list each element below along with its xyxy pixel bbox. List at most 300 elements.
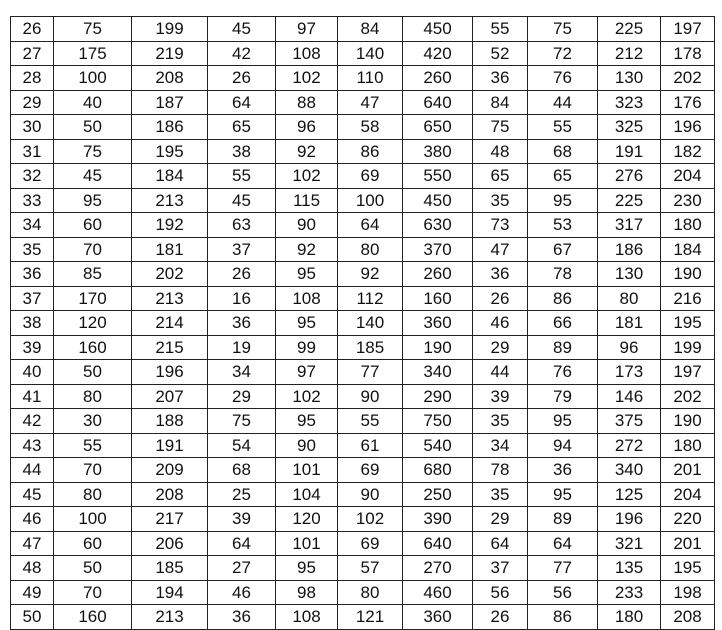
table-cell: 191 [132,433,208,458]
table-cell: 196 [661,115,715,140]
table-cell: 89 [528,335,598,360]
table-row [11,482,715,507]
table-cell: 121 [338,605,403,630]
table-cell: 97 [276,360,338,385]
table-cell: 89 [528,507,598,532]
row-number-cell: 27 [11,41,54,66]
row-number-cell: 40 [11,360,54,385]
table-cell: 213 [132,188,208,213]
table-cell: 188 [132,409,208,434]
table-cell: 75 [208,409,276,434]
row-number-cell: 39 [11,335,54,360]
table-cell: 86 [338,139,403,164]
table-cell: 75 [54,17,132,42]
table-cell: 190 [661,262,715,287]
table-cell: 101 [276,458,338,483]
table-cell: 125 [598,482,661,507]
table-cell: 64 [208,90,276,115]
table-cell: 36 [473,262,528,287]
table-cell: 135 [598,556,661,581]
table-cell: 36 [208,605,276,630]
row-number-cell: 36 [11,262,54,287]
table-cell: 34 [208,360,276,385]
table-cell: 78 [528,262,598,287]
table-cell: 197 [661,360,715,385]
table-row [11,580,715,605]
table-cell: 340 [598,458,661,483]
table-cell: 35 [473,188,528,213]
table-row [11,409,715,434]
table-cell: 115 [276,188,338,213]
table-cell: 53 [528,213,598,238]
table-cell: 201 [661,531,715,556]
table-cell: 60 [54,213,132,238]
table-cell: 270 [403,556,473,581]
table-cell: 90 [276,213,338,238]
table-row [11,17,715,42]
table-cell: 225 [598,17,661,42]
row-number-cell: 30 [11,115,54,140]
row-number-cell: 32 [11,164,54,189]
table-cell: 420 [403,41,473,66]
table-cell: 180 [661,213,715,238]
table-cell: 185 [132,556,208,581]
table-cell: 321 [598,531,661,556]
table-cell: 215 [132,335,208,360]
table-cell: 25 [208,482,276,507]
table-cell: 45 [208,188,276,213]
table-cell: 76 [528,66,598,91]
table-cell: 260 [403,262,473,287]
row-number-cell: 41 [11,384,54,409]
table-cell: 86 [528,605,598,630]
table-cell: 90 [338,482,403,507]
table-cell: 195 [661,556,715,581]
table-cell: 209 [132,458,208,483]
table-cell: 460 [403,580,473,605]
table-cell: 108 [276,286,338,311]
table-cell: 50 [54,360,132,385]
table-cell: 640 [403,90,473,115]
table-cell: 95 [276,262,338,287]
table-cell: 630 [403,213,473,238]
row-number-cell: 31 [11,139,54,164]
table-cell: 212 [598,41,661,66]
table-cell: 96 [598,335,661,360]
table-cell: 272 [598,433,661,458]
table-cell: 77 [528,556,598,581]
table-cell: 95 [528,482,598,507]
table-cell: 120 [276,507,338,532]
table-cell: 97 [276,17,338,42]
table-cell: 26 [473,605,528,630]
table-cell: 199 [132,17,208,42]
table-row [11,605,715,630]
table-cell: 360 [403,311,473,336]
table-cell: 160 [403,286,473,311]
table-row [11,531,715,556]
data-table [10,16,715,630]
row-number-cell: 43 [11,433,54,458]
table-cell: 208 [132,66,208,91]
table-cell: 94 [528,433,598,458]
table-cell: 77 [338,360,403,385]
table-cell: 160 [54,605,132,630]
table-cell: 70 [54,458,132,483]
table-cell: 173 [598,360,661,385]
table-cell: 191 [598,139,661,164]
table-cell: 650 [403,115,473,140]
table-cell: 202 [132,262,208,287]
table-cell: 27 [208,556,276,581]
table-cell: 68 [528,139,598,164]
table-cell: 102 [276,66,338,91]
table-cell: 42 [208,41,276,66]
table-cell: 26 [208,66,276,91]
table-cell: 47 [473,237,528,262]
table-cell: 70 [54,580,132,605]
table-cell: 73 [473,213,528,238]
table-cell: 55 [528,115,598,140]
table-cell: 75 [473,115,528,140]
table-cell: 78 [473,458,528,483]
table-row [11,433,715,458]
table-cell: 199 [661,335,715,360]
table-cell: 39 [208,507,276,532]
table-cell: 370 [403,237,473,262]
table-cell: 56 [528,580,598,605]
table-cell: 108 [276,605,338,630]
row-number-cell: 33 [11,188,54,213]
table-cell: 65 [473,164,528,189]
table-cell: 146 [598,384,661,409]
table-cell: 108 [276,41,338,66]
row-number-cell: 48 [11,556,54,581]
table-cell: 46 [208,580,276,605]
table-cell: 95 [276,311,338,336]
table-cell: 75 [54,139,132,164]
table-row [11,458,715,483]
table-cell: 80 [598,286,661,311]
table-cell: 80 [54,482,132,507]
table-cell: 19 [208,335,276,360]
table-cell: 100 [338,188,403,213]
table-cell: 76 [528,360,598,385]
row-number-cell: 38 [11,311,54,336]
table-cell: 181 [598,311,661,336]
table-cell: 45 [54,164,132,189]
row-number-cell: 42 [11,409,54,434]
table-cell: 64 [473,531,528,556]
table-cell: 61 [338,433,403,458]
table-cell: 37 [208,237,276,262]
table-cell: 184 [132,164,208,189]
table-cell: 69 [338,458,403,483]
table-cell: 104 [276,482,338,507]
table-cell: 95 [276,556,338,581]
row-number-cell: 47 [11,531,54,556]
table-cell: 640 [403,531,473,556]
table-cell: 64 [338,213,403,238]
table-cell: 90 [338,384,403,409]
row-number-cell: 50 [11,605,54,630]
table-cell: 219 [132,41,208,66]
table-cell: 195 [132,139,208,164]
table-cell: 37 [473,556,528,581]
table-cell: 45 [208,17,276,42]
row-number-cell: 26 [11,17,54,42]
table-cell: 112 [338,286,403,311]
table-cell: 92 [338,262,403,287]
table-cell: 323 [598,90,661,115]
table-row [11,90,715,115]
table-cell: 60 [54,531,132,556]
table-body [11,17,715,630]
table-cell: 30 [54,409,132,434]
table-cell: 70 [54,237,132,262]
table-cell: 380 [403,139,473,164]
table-cell: 204 [661,164,715,189]
table-cell: 450 [403,188,473,213]
table-cell: 540 [403,433,473,458]
table-cell: 40 [54,90,132,115]
table-cell: 102 [276,164,338,189]
table-cell: 225 [598,188,661,213]
table-cell: 217 [132,507,208,532]
table-cell: 202 [661,66,715,91]
table-cell: 180 [661,433,715,458]
table-cell: 140 [338,311,403,336]
table-cell: 55 [54,433,132,458]
table-cell: 750 [403,409,473,434]
data-sheet [10,16,714,627]
table-cell: 64 [528,531,598,556]
row-number-cell: 46 [11,507,54,532]
table-cell: 198 [661,580,715,605]
table-cell: 250 [403,482,473,507]
table-cell: 180 [598,605,661,630]
table-cell: 46 [473,311,528,336]
table-row [11,262,715,287]
table-cell: 95 [528,188,598,213]
table-cell: 57 [338,556,403,581]
table-row [11,188,715,213]
table-cell: 120 [54,311,132,336]
table-cell: 170 [54,286,132,311]
table-cell: 95 [276,409,338,434]
table-cell: 36 [208,311,276,336]
table-cell: 72 [528,41,598,66]
table-cell: 260 [403,66,473,91]
table-cell: 102 [338,507,403,532]
table-cell: 550 [403,164,473,189]
table-row [11,507,715,532]
table-cell: 197 [661,17,715,42]
table-cell: 48 [473,139,528,164]
row-number-cell: 29 [11,90,54,115]
table-cell: 230 [661,188,715,213]
table-cell: 325 [598,115,661,140]
table-cell: 50 [54,556,132,581]
table-cell: 75 [528,17,598,42]
row-number-cell: 28 [11,66,54,91]
table-cell: 178 [661,41,715,66]
table-row [11,164,715,189]
table-cell: 186 [598,237,661,262]
table-cell: 196 [132,360,208,385]
table-cell: 36 [473,66,528,91]
table-cell: 95 [54,188,132,213]
table-cell: 95 [528,409,598,434]
table-cell: 80 [54,384,132,409]
table-cell: 208 [132,482,208,507]
table-cell: 90 [276,433,338,458]
table-cell: 182 [661,139,715,164]
table-cell: 86 [528,286,598,311]
table-cell: 67 [528,237,598,262]
table-cell: 100 [54,507,132,532]
table-row [11,115,715,140]
table-row [11,41,715,66]
table-cell: 186 [132,115,208,140]
table-cell: 44 [528,90,598,115]
row-number-cell: 34 [11,213,54,238]
table-cell: 175 [54,41,132,66]
table-cell: 190 [661,409,715,434]
table-cell: 58 [338,115,403,140]
table-cell: 34 [473,433,528,458]
table-cell: 84 [338,17,403,42]
table-cell: 55 [208,164,276,189]
table-row [11,311,715,336]
table-cell: 206 [132,531,208,556]
table-cell: 110 [338,66,403,91]
table-cell: 44 [473,360,528,385]
table-cell: 216 [661,286,715,311]
table-row [11,335,715,360]
table-cell: 192 [132,213,208,238]
table-cell: 207 [132,384,208,409]
table-cell: 39 [473,384,528,409]
table-cell: 35 [473,409,528,434]
row-number-cell: 44 [11,458,54,483]
table-cell: 190 [403,335,473,360]
table-cell: 208 [661,605,715,630]
table-cell: 64 [208,531,276,556]
table-cell: 213 [132,605,208,630]
row-number-cell: 49 [11,580,54,605]
table-cell: 375 [598,409,661,434]
table-cell: 26 [473,286,528,311]
table-row [11,360,715,385]
table-cell: 16 [208,286,276,311]
table-cell: 63 [208,213,276,238]
table-cell: 450 [403,17,473,42]
row-number-cell: 45 [11,482,54,507]
table-row [11,213,715,238]
table-cell: 290 [403,384,473,409]
table-cell: 84 [473,90,528,115]
table-cell: 360 [403,605,473,630]
table-cell: 102 [276,384,338,409]
table-cell: 390 [403,507,473,532]
table-cell: 184 [661,237,715,262]
table-cell: 69 [338,531,403,556]
table-cell: 36 [528,458,598,483]
table-cell: 55 [338,409,403,434]
table-cell: 29 [473,335,528,360]
table-cell: 56 [473,580,528,605]
table-cell: 96 [276,115,338,140]
table-cell: 98 [276,580,338,605]
table-cell: 181 [132,237,208,262]
table-cell: 130 [598,262,661,287]
table-cell: 52 [473,41,528,66]
table-cell: 26 [208,262,276,287]
table-cell: 65 [208,115,276,140]
table-cell: 68 [208,458,276,483]
table-cell: 80 [338,237,403,262]
table-cell: 194 [132,580,208,605]
table-row [11,556,715,581]
table-cell: 187 [132,90,208,115]
table-cell: 204 [661,482,715,507]
table-cell: 79 [528,384,598,409]
table-cell: 140 [338,41,403,66]
table-cell: 66 [528,311,598,336]
table-cell: 85 [54,262,132,287]
table-cell: 130 [598,66,661,91]
table-cell: 35 [473,482,528,507]
table-cell: 65 [528,164,598,189]
table-cell: 54 [208,433,276,458]
table-cell: 317 [598,213,661,238]
row-number-cell: 37 [11,286,54,311]
table-cell: 185 [338,335,403,360]
table-cell: 100 [54,66,132,91]
table-cell: 92 [276,237,338,262]
table-cell: 213 [132,286,208,311]
row-number-cell: 35 [11,237,54,262]
table-cell: 195 [661,311,715,336]
table-row [11,139,715,164]
table-row [11,384,715,409]
table-cell: 92 [276,139,338,164]
table-cell: 276 [598,164,661,189]
table-cell: 29 [208,384,276,409]
table-cell: 233 [598,580,661,605]
table-cell: 101 [276,531,338,556]
table-cell: 220 [661,507,715,532]
table-cell: 47 [338,90,403,115]
table-cell: 160 [54,335,132,360]
table-cell: 99 [276,335,338,360]
table-cell: 55 [473,17,528,42]
table-cell: 196 [598,507,661,532]
table-cell: 176 [661,90,715,115]
table-cell: 80 [338,580,403,605]
table-cell: 38 [208,139,276,164]
table-cell: 50 [54,115,132,140]
table-cell: 202 [661,384,715,409]
table-row [11,286,715,311]
table-row [11,66,715,91]
table-cell: 340 [403,360,473,385]
table-cell: 680 [403,458,473,483]
table-cell: 214 [132,311,208,336]
table-cell: 201 [661,458,715,483]
table-cell: 29 [473,507,528,532]
